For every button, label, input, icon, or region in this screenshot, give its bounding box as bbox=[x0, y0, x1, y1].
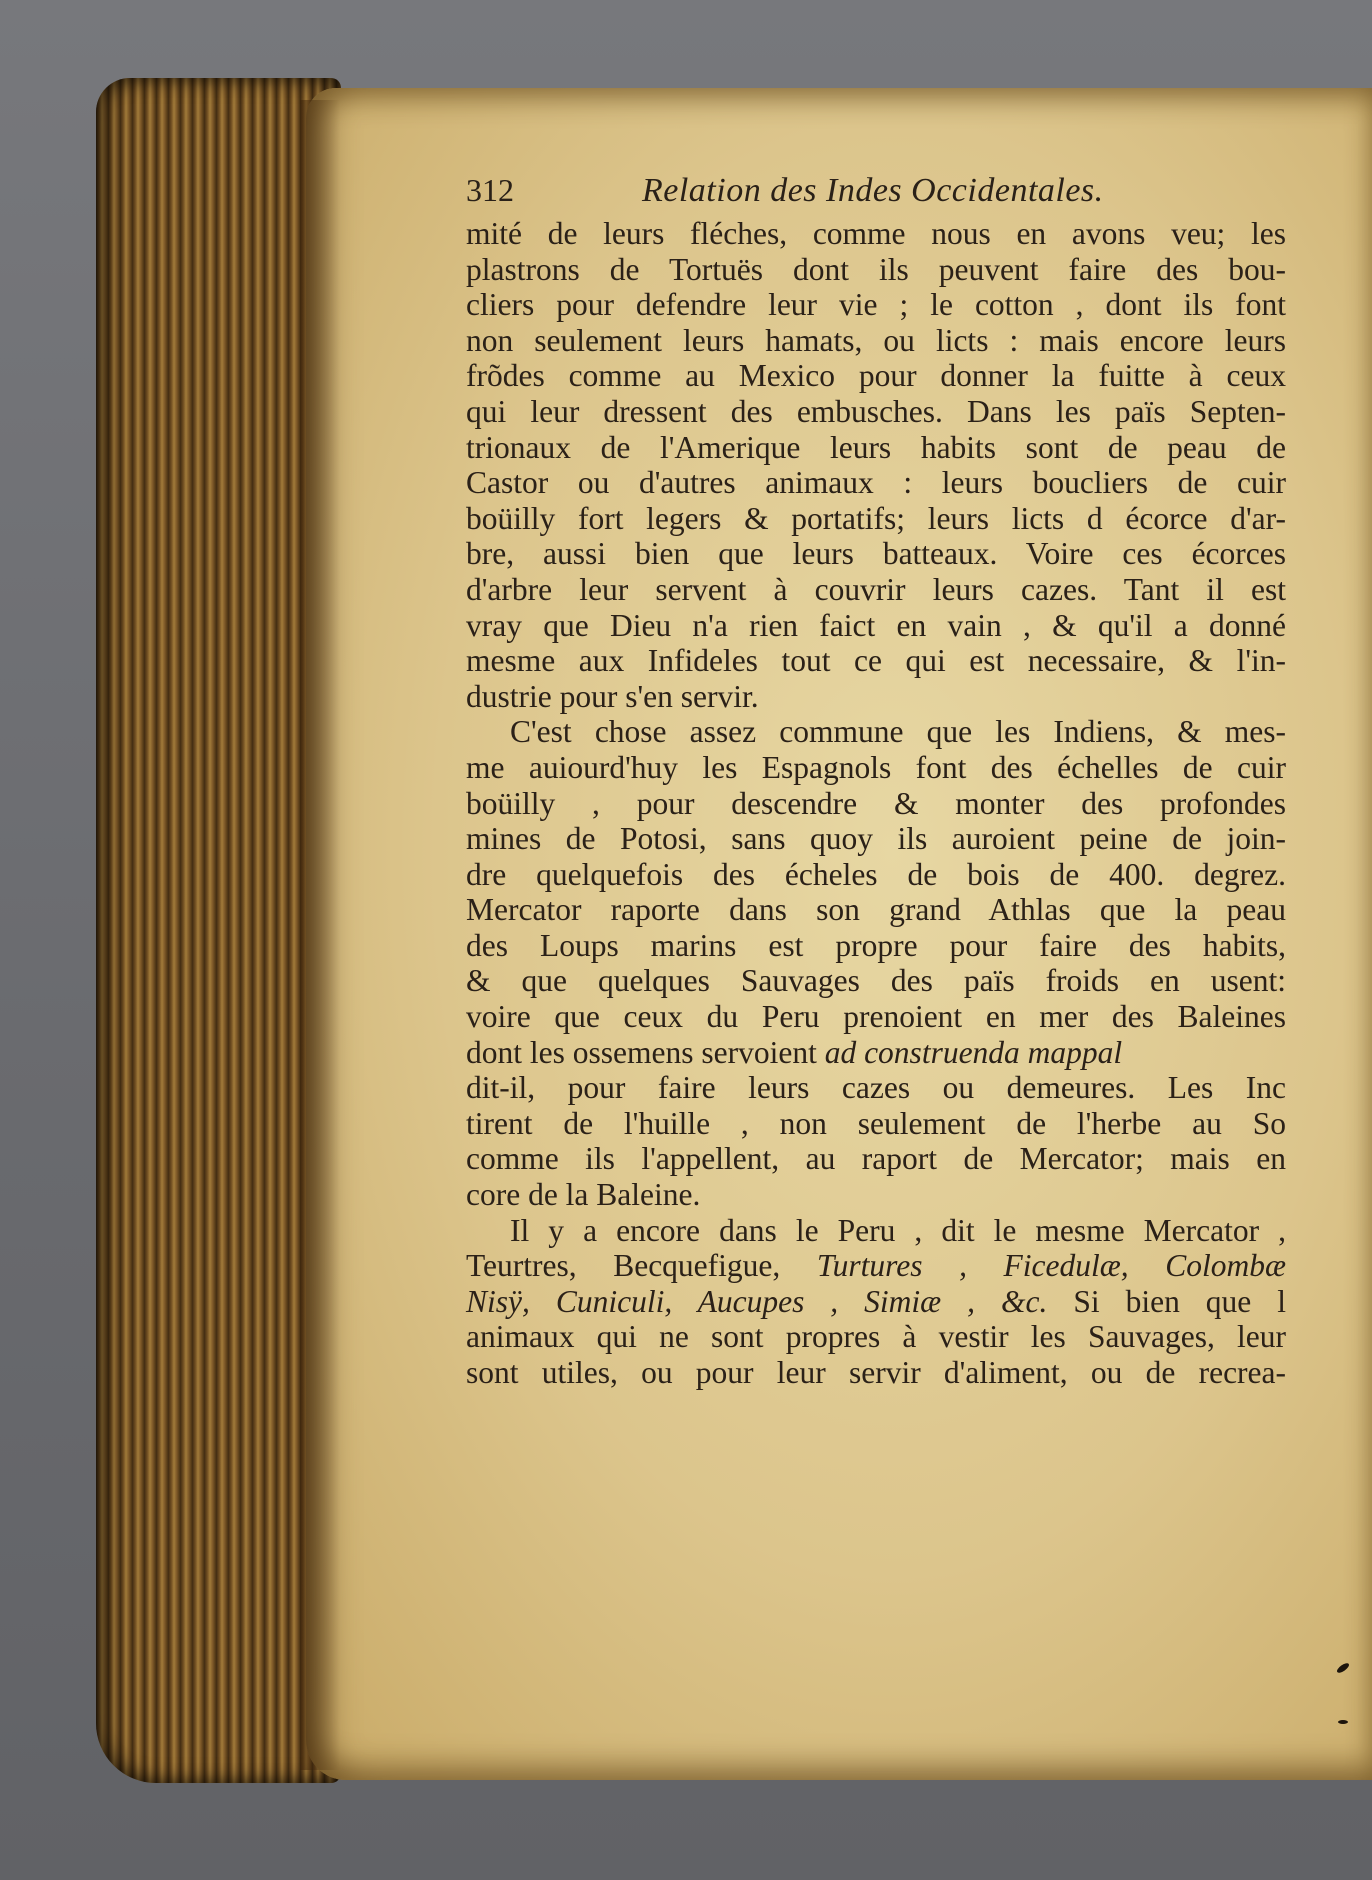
text-segment: Si bien que l bbox=[1073, 1283, 1287, 1319]
latin-species-names: Turtures , Ficedulæ, Colombæ bbox=[816, 1248, 1286, 1284]
text-line: voire que ceux du Peru prenoient en mer des Baleines bbox=[466, 999, 1286, 1035]
page-number: 312 bbox=[466, 172, 514, 208]
text-line: non seulement leurs hamats, ou licts : mais encore leurs bbox=[466, 322, 1286, 358]
text-line: dustrie pour s'en servir. bbox=[466, 678, 759, 714]
text-line: dit-il, pour faire leurs cazes ou demeures. Les Inc bbox=[466, 1070, 1286, 1106]
text-line-with-latin bbox=[466, 1284, 1286, 1320]
text-line: dre quelquefois des écheles de bois de 400. degrez. bbox=[466, 856, 1286, 892]
text-line: trionaux de l'Amerique leurs habits sont de peau de bbox=[466, 429, 1286, 465]
latin-species-names: Nisÿ, Cuniculi, Aucupes , Simiæ , &c. bbox=[466, 1283, 1048, 1319]
page-header bbox=[466, 172, 1286, 212]
paragraph-start-line: C'est chose assez commune que les Indiens, & mes- bbox=[510, 714, 1286, 750]
text-line: des Loups marins est propre pour faire des habits, bbox=[466, 927, 1286, 963]
body-text bbox=[466, 216, 1286, 1391]
text-line: & que quelques Sauvages des païs froids en usent: bbox=[466, 963, 1286, 999]
text-line: frõdes comme au Mexico pour donner la fuitte à ceux bbox=[466, 358, 1286, 394]
text-line: cliers pour defendre leur vie ; le cotton , dont ils font bbox=[466, 287, 1286, 323]
text-line: mesme aux Infideles tout ce qui est necessaire, & l'in- bbox=[466, 643, 1286, 679]
text-line: tirent de l'huille , non seulement de l'herbe au So bbox=[466, 1105, 1286, 1141]
latin-quotation: ad construenda mappal bbox=[824, 1034, 1123, 1070]
text-line-with-latin bbox=[466, 1248, 1286, 1284]
text-segment: dont les ossemens servoient bbox=[466, 1034, 817, 1070]
text-line: Castor ou d'autres animaux : leurs boucliers de cuir bbox=[466, 465, 1286, 501]
paragraph-start-line: Il y a encore dans le Peru , dit le mesme Mercator , bbox=[510, 1212, 1286, 1248]
text-line: core de la Baleine. bbox=[466, 1177, 701, 1213]
gutter-shadow bbox=[300, 100, 340, 1770]
text-line: mines de Potosi, sans quoy ils auroient peine de join- bbox=[466, 821, 1286, 857]
running-title: Relation des Indes Occidentales. bbox=[642, 172, 1104, 209]
text-line: Mercator raporte dans son grand Athlas que la peau bbox=[466, 892, 1286, 928]
text-line: mité de leurs fléches, comme nous en avons veu; les bbox=[466, 216, 1286, 251]
text-line: me auiourd'huy les Espagnols font des échelles de cuir bbox=[466, 749, 1286, 785]
text-line: bre, aussi bien que leurs batteaux. Voire ces écorces bbox=[466, 536, 1286, 572]
text-line: vray que Dieu n'a rien faict en vain , & qu'il a donné bbox=[466, 607, 1286, 643]
text-line: qui leur dressent des embusches. Dans les païs Septen- bbox=[466, 393, 1286, 429]
text-line: animaux qui ne sont propres à vestir les Sauvages, leur bbox=[466, 1319, 1286, 1355]
text-line: plastrons de Tortuës dont ils peuvent faire des bou- bbox=[466, 251, 1286, 287]
text-segment: Teurtres, Becquefigue, bbox=[466, 1248, 781, 1284]
text-line: boüilly fort legers & portatifs; leurs licts d écorce d'ar- bbox=[466, 500, 1286, 536]
text-line: sont utiles, ou pour leur servir d'aliment, ou de recrea- bbox=[466, 1355, 1286, 1390]
ink-mark bbox=[1338, 1720, 1348, 1724]
text-line: boüilly , pour descendre & monter des profondes bbox=[466, 785, 1286, 821]
text-line: d'arbre leur servent à couvrir leurs cazes. Tant il est bbox=[466, 571, 1286, 607]
text-line-with-latin bbox=[466, 1035, 1286, 1071]
text-line: comme ils l'appellent, au raport de Mercator; mais en bbox=[466, 1141, 1286, 1177]
